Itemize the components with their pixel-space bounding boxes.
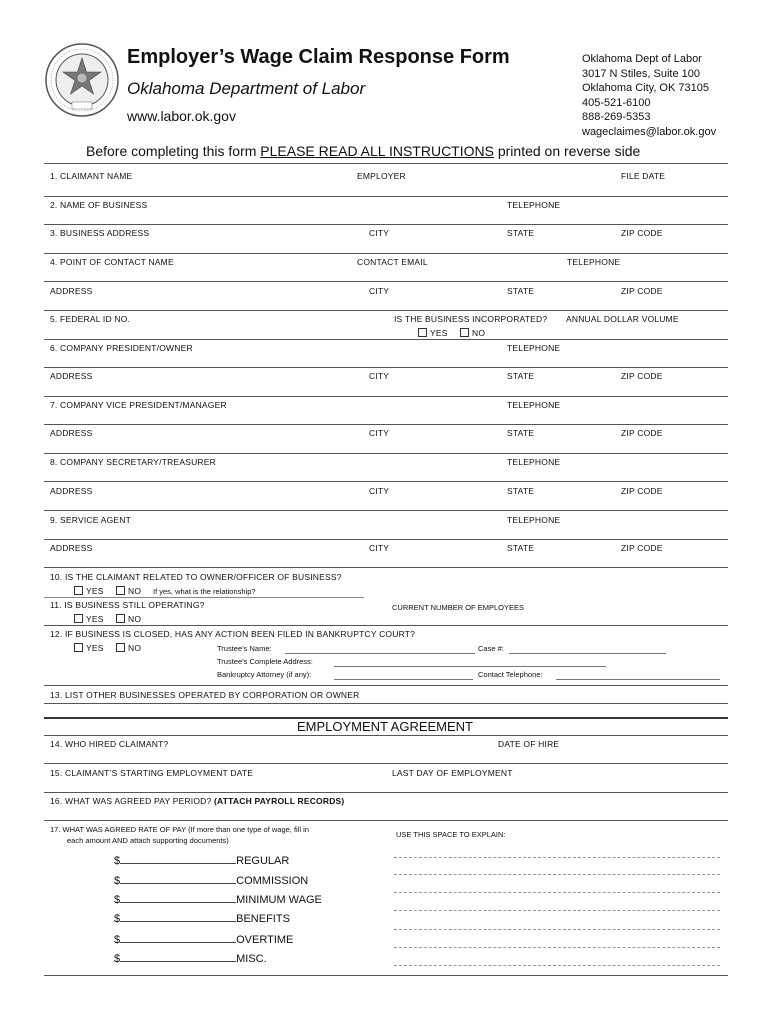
dollar-sign: $ (114, 913, 121, 925)
who-hired-field[interactable]: 14. WHO HIRED CLAIMANT? (50, 739, 169, 749)
secretary-telephone-field[interactable]: TELEPHONE (507, 457, 561, 467)
trustee-address-input[interactable] (334, 666, 606, 667)
state-seal (44, 42, 120, 118)
employer-field[interactable]: EMPLOYER (357, 171, 406, 181)
address-line: 3017 N Stiles, Suite 100 (582, 67, 701, 80)
incorporated-yes-checkbox[interactable] (418, 328, 448, 338)
divider (44, 367, 728, 368)
explain-line[interactable] (394, 965, 720, 966)
option-label: YES (86, 614, 104, 624)
case-number-label: Case #: (478, 644, 504, 653)
amount-input[interactable] (120, 873, 236, 884)
annual-volume-field[interactable]: ANNUAL DOLLAR VOLUME (566, 314, 679, 324)
president-field[interactable]: 6. COMPANY PRESIDENT/OWNER (50, 343, 193, 353)
contact-state-field[interactable]: STATE (507, 286, 535, 296)
divider (44, 703, 728, 704)
pay-type-label: COMMISSION (236, 875, 309, 887)
checkbox-icon (74, 614, 83, 623)
divider (44, 567, 728, 568)
business-address-field[interactable]: 3. BUSINESS ADDRESS (50, 228, 150, 238)
q11-yes-checkbox[interactable] (74, 614, 104, 624)
service-agent-state-field[interactable]: STATE (507, 543, 535, 553)
amount-input[interactable] (120, 892, 236, 903)
checkbox-icon (116, 614, 125, 623)
notice-underlined: PLEASE READ ALL INSTRUCTIONS (260, 143, 494, 159)
option-label: YES (86, 586, 104, 596)
contact-address-field[interactable]: ADDRESS (50, 286, 93, 296)
explain-line[interactable] (394, 929, 720, 930)
vice-president-address-field[interactable]: ADDRESS (50, 428, 93, 438)
pay-row-regular[interactable] (114, 853, 289, 867)
question-13-field[interactable]: 13. LIST OTHER BUSINESSES OPERATED BY CORPORATION OR OWNER (50, 690, 360, 700)
phone-line: 888-269-5353 (582, 111, 651, 123)
checkbox-icon (116, 586, 125, 595)
amount-input[interactable] (120, 911, 236, 922)
president-state-field[interactable]: STATE (507, 371, 535, 381)
business-name-field[interactable]: 2. NAME OF BUSINESS (50, 200, 148, 210)
contact-telephone-label: Contact Telephone: (478, 670, 543, 679)
dollar-sign: $ (114, 934, 121, 946)
business-telephone-field[interactable]: TELEPHONE (507, 200, 561, 210)
service-agent-zip-field[interactable]: ZIP CODE (621, 543, 663, 553)
option-label: YES (86, 643, 104, 653)
date-of-hire-field[interactable]: DATE OF HIRE (498, 739, 560, 749)
divider (44, 224, 728, 225)
president-address-field[interactable]: ADDRESS (50, 371, 93, 381)
pay-type-label: BENEFITS (236, 913, 290, 925)
secretary-field[interactable]: 8. COMPANY SECRETARY/TREASURER (50, 457, 216, 467)
address-line: Oklahoma Dept of Labor (582, 53, 702, 65)
pay-row-minimum-wage[interactable] (114, 892, 322, 906)
contact-address-block (582, 52, 716, 139)
incorporated-question: IS THE BUSINESS INCORPORATED? (394, 314, 548, 324)
divider (44, 539, 728, 540)
file-date-field[interactable]: FILE DATE (621, 171, 666, 181)
email-line[interactable]: wageclaimes@labor.ok.gov (582, 125, 717, 138)
amount-input[interactable] (120, 932, 236, 943)
department-subtitle: Oklahoma Department of Labor (127, 79, 366, 98)
vice-president-state-field[interactable]: STATE (507, 428, 535, 438)
secretary-address-field[interactable]: ADDRESS (50, 486, 93, 496)
bankruptcy-attorney-label: Bankruptcy Attorney (if any): (217, 670, 312, 679)
pay-period-field[interactable] (50, 796, 344, 806)
phone-line: 405-521-6100 (582, 96, 651, 109)
divider (44, 975, 728, 976)
contact-city-field[interactable]: CITY (369, 286, 390, 296)
dollar-sign: $ (114, 953, 121, 965)
form-title: Employer’s Wage Claim Response Form (127, 46, 510, 68)
option-label: NO (128, 586, 142, 596)
amount-input[interactable] (120, 853, 236, 864)
business-city-field[interactable]: CITY (369, 228, 390, 238)
notice-text: printed on reverse side (493, 143, 641, 159)
checkbox-icon (460, 328, 469, 337)
divider (44, 820, 728, 821)
divider (44, 453, 728, 454)
divider (44, 310, 728, 311)
q12-yes-checkbox[interactable] (74, 643, 104, 653)
divider (44, 792, 728, 793)
pay-type-label: REGULAR (236, 855, 290, 867)
pay-type-label: MINIMUM WAGE (236, 894, 322, 906)
starting-date-field[interactable]: 15. CLAIMANT’S STARTING EMPLOYMENT DATE (50, 768, 254, 778)
explain-line[interactable] (394, 892, 720, 893)
claimant-name-field[interactable]: 1. CLAIMANT NAME (50, 171, 133, 181)
secretary-city-field[interactable]: CITY (369, 486, 390, 496)
service-agent-address-field[interactable]: ADDRESS (50, 543, 93, 553)
trustee-address-label: Trustee’s Complete Address: (217, 657, 313, 666)
divider (44, 339, 728, 340)
trustee-name-label: Trustee’s Name: (217, 644, 272, 653)
q11-no-checkbox[interactable] (116, 614, 141, 624)
q10-yes-checkbox[interactable] (74, 586, 104, 596)
divider (44, 163, 728, 164)
vice-president-zip-field[interactable]: ZIP CODE (621, 428, 663, 438)
employment-agreement-heading: EMPLOYMENT AGREEMENT (296, 719, 473, 734)
question-12: 12. IF BUSINESS IS CLOSED, HAS ANY ACTION BEEN FILED IN BANKRUPTCY COURT? (50, 629, 416, 639)
option-label: YES (430, 328, 448, 338)
option-label: NO (128, 643, 142, 653)
website-link[interactable]: www.labor.ok.gov (127, 108, 236, 124)
divider (44, 253, 728, 254)
divider (44, 685, 728, 686)
explain-line[interactable] (394, 947, 720, 948)
dollar-sign: $ (114, 875, 121, 887)
checkbox-icon (116, 643, 125, 652)
question-17: 17. WHAT WAS AGREED RATE OF PAY (If more than one type of wage, fill in (50, 825, 309, 834)
option-label: NO (128, 614, 142, 624)
divider (44, 735, 728, 736)
business-state-field[interactable]: STATE (507, 228, 535, 238)
bankruptcy-attorney-input[interactable] (334, 679, 473, 680)
dollar-sign: $ (114, 855, 121, 867)
vice-president-city-field[interactable]: CITY (369, 428, 390, 438)
checkbox-icon (418, 328, 427, 337)
explain-line[interactable] (394, 910, 720, 911)
divider (44, 396, 728, 397)
q10-no-checkbox[interactable] (116, 586, 141, 596)
q10-relationship-field[interactable]: If yes, what is the relationship? (153, 587, 256, 596)
address-line: Oklahoma City, OK 73105 (582, 82, 709, 94)
vice-president-field[interactable]: 7. COMPANY VICE PRESIDENT/MANAGER (50, 400, 227, 410)
president-city-field[interactable]: CITY (369, 371, 390, 381)
trustee-name-input[interactable] (285, 653, 475, 654)
q16-bold-text: (ATTACH PAYROLL RECORDS) (214, 796, 345, 806)
pay-type-label: MISC. (236, 953, 267, 965)
divider (44, 625, 728, 626)
pay-row-commission[interactable] (114, 873, 308, 887)
pay-row-misc[interactable] (114, 951, 267, 965)
president-zip-field[interactable]: ZIP CODE (621, 371, 663, 381)
dollar-sign: $ (114, 894, 121, 906)
president-telephone-field[interactable]: TELEPHONE (507, 343, 561, 353)
pay-row-overtime[interactable] (114, 932, 293, 946)
q16-text: 16. WHAT WAS AGREED PAY PERIOD? (50, 796, 212, 806)
federal-id-field[interactable]: 5. FEDERAL ID NO. (50, 314, 131, 324)
instructions-notice (86, 143, 640, 159)
divider (44, 424, 728, 425)
pay-row-benefits[interactable] (114, 911, 290, 925)
vice-president-telephone-field[interactable]: TELEPHONE (507, 400, 561, 410)
contact-name-field[interactable]: 4. POINT OF CONTACT NAME (50, 257, 174, 267)
checkbox-icon (74, 586, 83, 595)
contact-email-field[interactable]: CONTACT EMAIL (357, 257, 428, 267)
divider (44, 763, 728, 764)
divider (44, 281, 728, 282)
question-10: 10. IS THE CLAIMANT RELATED TO OWNER/OFFICER OF BUSINESS? (50, 572, 342, 582)
service-agent-field[interactable]: 9. SERVICE AGENT (50, 515, 131, 525)
option-label: NO (472, 328, 486, 338)
question-11: 11. IS BUSINESS STILL OPERATING? (50, 600, 205, 610)
divider (44, 196, 728, 197)
contact-telephone-input[interactable] (556, 679, 720, 680)
current-employees-field[interactable]: CURRENT NUMBER OF EMPLOYEES (392, 603, 524, 612)
business-zip-field[interactable]: ZIP CODE (621, 228, 663, 238)
service-agent-telephone-field[interactable]: TELEPHONE (507, 515, 561, 525)
divider (44, 597, 364, 598)
q12-no-checkbox[interactable] (116, 643, 141, 653)
amount-input[interactable] (120, 951, 236, 962)
explain-line[interactable] (394, 857, 720, 858)
secretary-state-field[interactable]: STATE (507, 486, 535, 496)
case-number-input[interactable] (509, 653, 666, 654)
explain-line[interactable] (394, 874, 720, 875)
service-agent-city-field[interactable]: CITY (369, 543, 390, 553)
checkbox-icon (74, 643, 83, 652)
question-17-cont: each amount AND attach supporting documents) (67, 836, 229, 845)
contact-telephone-field[interactable]: TELEPHONE (567, 257, 621, 267)
secretary-zip-field[interactable]: ZIP CODE (621, 486, 663, 496)
notice-text: Before completing this form (86, 143, 261, 159)
divider (44, 481, 728, 482)
incorporated-no-checkbox[interactable] (460, 328, 485, 338)
explain-label: USE THIS SPACE TO EXPLAIN: (396, 830, 506, 839)
contact-zip-field[interactable]: ZIP CODE (621, 286, 663, 296)
last-day-field[interactable]: LAST DAY OF EMPLOYMENT (392, 768, 513, 778)
divider (44, 510, 728, 511)
pay-type-label: OVERTIME (236, 934, 294, 946)
